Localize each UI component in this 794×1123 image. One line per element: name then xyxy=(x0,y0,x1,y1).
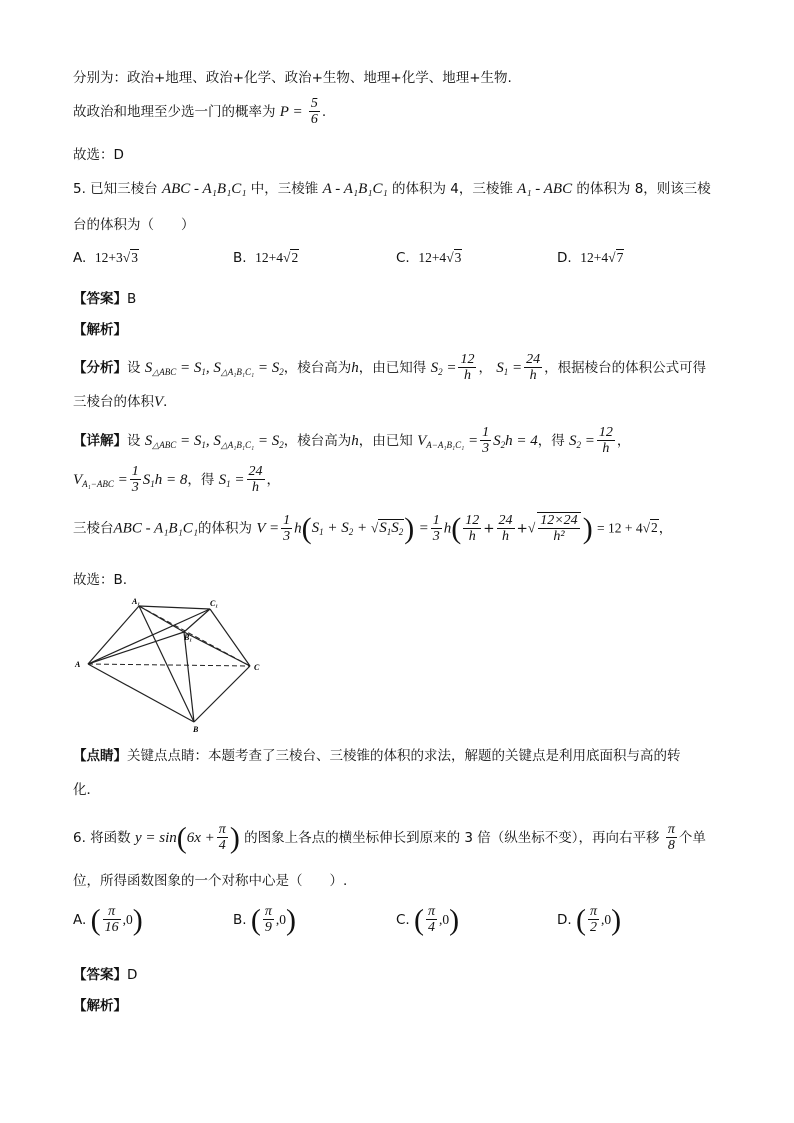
edge-a-b xyxy=(88,664,194,722)
q6-option-c[interactable]: C. ( $\frac{\pi}{4}$ ,0) xyxy=(396,903,460,937)
q5-option-c[interactable]: C. 12+4√3 xyxy=(396,250,462,266)
q5-analysis-tag: 【解析】 xyxy=(73,322,127,338)
q4-probability-line: 故政治和地理至少选一门的概率为 P = $\frac{5}{6}$ . xyxy=(73,96,327,128)
edge-a1-c-hidden xyxy=(139,606,250,666)
q6-option-a[interactable]: A. ( $\frac{\pi}{16}$ ,0) xyxy=(73,903,143,937)
edge-a1-c1 xyxy=(139,606,210,609)
edge-a-c-hidden xyxy=(88,664,250,666)
edge-c-c1 xyxy=(210,609,250,666)
q5-option-a[interactable]: A. 12+3√3 xyxy=(73,250,138,266)
q5-fenxi-line2: 三棱台的体积V． xyxy=(73,394,177,410)
q6-option-b[interactable]: B. ( $\frac{\pi}{9}$ ,0) xyxy=(233,903,296,937)
q5-detail-line2: $V_{A_1-ABC}$ = $\frac{1}{3}$ $S_1h = 8$，得 $S_1$ = $\frac{24}{h}$ ， xyxy=(73,464,281,496)
q6-analysis-tag: 【解析】 xyxy=(73,998,127,1014)
q6-option-d[interactable]: D. ( $\frac{\pi}{2}$ ,0) xyxy=(557,903,622,937)
q5-volume-line: 三棱台ABC - A₁B₁C₁的体积为 V = $\frac{1}{3}$ $h(S_1 + S_2 + √S_1S_2)$ = $\frac{1}{3}$ h( $\frac{12}{h}$ + $\frac{24}{h}$ +√ $\frac{12\times 24}{\text{h²}}$ ) = 12 + 4√2， xyxy=(73,511,673,545)
q6-answer: 【答案】D xyxy=(73,967,138,983)
label-b1: B₁ xyxy=(184,633,193,642)
q5-fenxi-line1: 【分析】设 $S_{\triangle ABC} = S_1$, $S_{\triangle A_1B_1C_1} = S_2$，棱台高为h，由已知得 $S_2$ = $\frac{12}{h}$ ， $S_1$ = $\frac{24}{h}$ ，根据棱台的体积公式可得 xyxy=(73,352,707,384)
q5-note-line1: 【点睛】关键点点睛：本题考查了三棱台、三棱锥的体积的求法，解题的关键点是利用底面积与高的转 xyxy=(73,748,681,764)
q5-note-line2: 化． xyxy=(73,782,100,798)
q5-choice: 故选：B. xyxy=(73,572,128,588)
label-c: C xyxy=(254,663,260,672)
q5-detail-line1: 【详解】设 $S_{\triangle ABC} = S_1$, $S_{\triangle A_1B_1C_1} = S_2$，棱台高为h，由已知 $V_{A-A_1B_1C_1}$ = $\frac{1}{3}$ $S_2h = 4$，得 $S_2$ = $\frac{12}{h}$ ， xyxy=(73,425,631,457)
q5-answer: 【答案】B xyxy=(73,291,137,307)
edge-b-b1 xyxy=(184,632,194,722)
edge-b-c xyxy=(194,666,250,722)
label-c1: C₁ xyxy=(210,599,219,608)
q5-stem-line2: 台的体积为（ ） xyxy=(73,217,195,233)
q5-stem-line1: 5. 已知三棱台 ABC - A₁B₁C₁ 中，三棱锥 A - A₁B₁C₁ 的体积为 4，三棱锥 A₁ - ABC 的体积为 8，则该三棱 xyxy=(73,181,711,197)
q4-outcomes-line: 分别为：政治+地理、政治+化学、政治+生物、地理+化学、地理+生物. xyxy=(73,70,512,86)
q5-option-b[interactable]: B. 12+4√2 xyxy=(233,250,299,266)
q6-stem-line2: 位，所得函数图象的一个对称中心是（ ）. xyxy=(73,873,348,889)
label-b: B xyxy=(193,725,199,734)
q4-choice: 故选：D xyxy=(73,147,124,163)
q5-option-d[interactable]: D. 12+4√7 xyxy=(557,250,624,266)
label-a: A xyxy=(75,660,81,669)
label-a1: A₁ xyxy=(132,597,141,606)
q6-stem-line1: 6. 将函数 y = sin(6x + $\frac{\pi}{4}$ ) 的图象上各点的横坐标伸长到原来的 3 倍（纵坐标不变），再向右平移 $\frac{\pi}{8}$ 个单 xyxy=(73,821,706,855)
edge-a1-b xyxy=(139,606,194,722)
edge-b1-c1 xyxy=(184,609,210,632)
frustum-figure xyxy=(70,594,270,734)
fraction-5-6: $\frac{5}{6}$ xyxy=(310,96,318,128)
